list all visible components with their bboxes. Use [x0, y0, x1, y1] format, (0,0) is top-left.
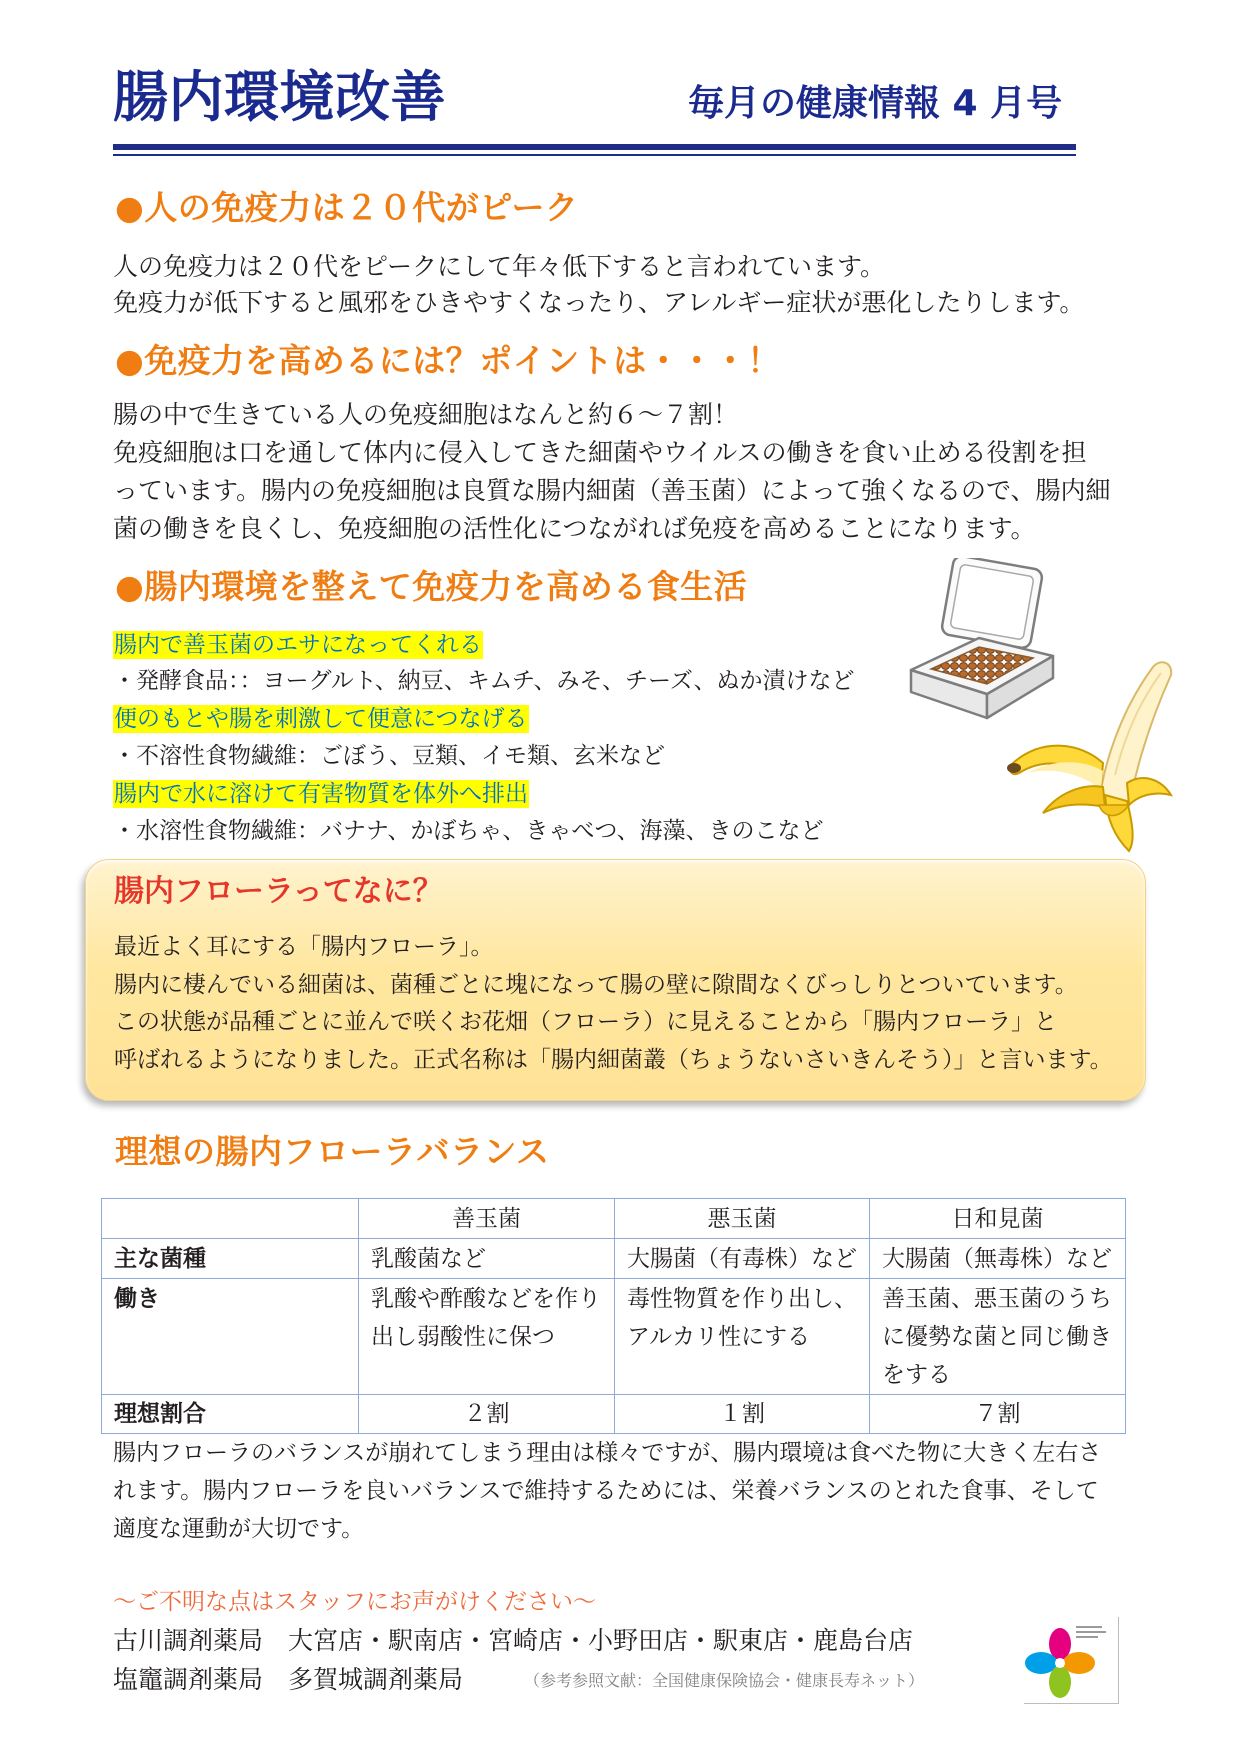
- body-line: 腸内フローラのバランスが崩れてしまう理由は様々ですが、腸内環境は食べた物に大きく左右さ: [113, 1440, 1102, 1466]
- table-cell: ７割: [870, 1395, 1126, 1434]
- pharmacy-line: 古川調剤薬局 大宮店・駅南店・宮崎店・小野田店・駅東店・鹿島台店: [113, 1626, 914, 1655]
- logo: [1024, 1617, 1119, 1704]
- pharmacy-line: 塩竈調剤薬局 多賀城調剤薬局: [113, 1665, 464, 1694]
- food-category-row: [113, 626, 855, 663]
- food-category-row: [113, 776, 855, 813]
- section-heading-diet: ●腸内環境を整えて免疫力を高める食生活: [115, 567, 748, 606]
- table-cell: 大腸菌（有毒株）など: [615, 1239, 870, 1279]
- cell-text: 乳酸や酢酸などを作り出し弱酸性に保つ: [371, 1286, 601, 1350]
- section-heading-immunity-peak: ●人の免疫力は２０代がピーク: [115, 188, 579, 227]
- body-line: 適度な運動が大切です。: [113, 1516, 365, 1542]
- table-cell: １割: [615, 1395, 870, 1434]
- body-line: 人の免疫力は２０代をピークにして年々低下すると言われています。: [113, 252, 886, 281]
- table-header-cell: 日和見菌: [870, 1199, 1126, 1239]
- food-category-highlight: 便のもとや腸を刺激して便意につなげる: [114, 706, 528, 733]
- body-line: この状態が品種ごとに並んで咲くお花畑（フローラ）に見えることから「腸内フローラ」と: [114, 1009, 1057, 1035]
- logo-petal-pink: [1049, 1628, 1071, 1660]
- table-cell: 乳酸菌など: [359, 1239, 615, 1279]
- table-cell: [359, 1279, 615, 1395]
- cell-text: 毒性物質を作り出し、アルカリ性にする: [627, 1286, 857, 1350]
- food-category-highlight: 腸内で水に溶けて有害物質を体外へ排出: [114, 781, 528, 808]
- header-rule-thick: [113, 144, 1076, 150]
- section-body-boost-immunity: [113, 396, 1111, 548]
- section-heading-boost-immunity: ●免疫力を高めるには？ポイントは・・・！: [115, 341, 781, 380]
- row-label: 理想割合: [102, 1395, 359, 1434]
- body-line: 菌の働きを良くし、免疫細胞の活性化につながれば免疫を高めることになります。: [113, 514, 1036, 543]
- table-row: [102, 1239, 1126, 1279]
- food-category-row: [113, 701, 855, 738]
- table-row: [102, 1279, 1126, 1395]
- flora-info-box: [85, 859, 1146, 1101]
- logo-petal-blue: [1025, 1652, 1057, 1674]
- four-petal-logo-icon: [1024, 1617, 1118, 1703]
- cell-text: 善玉菌、悪玉菌のうちに優勢な菌と同じ働きをする: [882, 1286, 1112, 1388]
- body-line: 免疫力が低下すると風邪をひきやすくなったり、アレルギー症状が悪化したりします。: [113, 288, 1085, 317]
- body-line: 腸内に棲んでいる細菌は、菌種ごとに塊になって腸の壁に隙間なくびっしりとついています。: [114, 971, 1078, 998]
- table-header-cell: 悪玉菌: [615, 1199, 870, 1239]
- table-header-cell: 善玉菌: [359, 1199, 615, 1239]
- table-cell: [870, 1279, 1126, 1395]
- row-label: 働き: [114, 1286, 160, 1312]
- table-header-row: [102, 1199, 1126, 1239]
- banana-peel: [1007, 746, 1171, 851]
- section-heading-flora-balance: 理想の腸内フローラバランス: [115, 1132, 550, 1171]
- flora-box-body: [114, 929, 1113, 1079]
- section-body-immunity-peak: [113, 249, 1084, 321]
- food-examples: ・発酵食品：：ヨーグルト、納豆、キムチ、みそ、チーズ、ぬか漬けなど: [113, 668, 855, 695]
- diet-list: [113, 626, 855, 850]
- logo-petal-green: [1049, 1666, 1071, 1698]
- balance-summary: [113, 1434, 1101, 1548]
- table-row: [102, 1395, 1126, 1434]
- contact-notice: ～ご不明な点はスタッフにお声がけください～: [113, 1589, 596, 1615]
- row-label-cell: [102, 1279, 359, 1395]
- table-cell: 大腸菌（無毒株）など: [870, 1239, 1126, 1279]
- body-line: 腸の中で生きている人の免疫細胞はなんと約６～７割！: [113, 400, 739, 429]
- reference-note: （参考参照文献：全国健康保険協会・健康長寿ネット）: [524, 1671, 925, 1690]
- banana-icon: [1003, 655, 1178, 853]
- food-examples: ・不溶性食物繊維：ごぼう、豆類、イモ類、玄米など: [113, 743, 665, 770]
- header-rule-thin: [113, 154, 1076, 156]
- body-line: 呼ばれるようになりました。正式名称は「腸内細菌叢（ちょうないさいきんそう）」と言います。: [114, 1046, 1113, 1073]
- body-line: 最近よく耳にする「腸内フローラ」。: [114, 934, 494, 960]
- page-title: 腸内環境改善: [113, 65, 447, 129]
- issue-label: 毎月の健康情報 4 月号: [688, 83, 1063, 124]
- flora-box-title: 腸内フローラってなに？: [114, 874, 443, 909]
- body-line: っています。腸内の免疫細胞は良質な腸内細菌（善玉菌）によって強くなるので、腸内細: [113, 476, 1111, 505]
- body-line: れます。腸内フローラを良いバランスで維持するためには、栄養バランスのとれた食事、そして: [113, 1478, 1099, 1504]
- body-line: 免疫細胞は口を通して体内に侵入してきた細菌やウイルスの働きを食い止める役割を担: [113, 438, 1087, 467]
- table-cell: [615, 1279, 870, 1395]
- food-examples: ・水溶性食物繊維：バナナ、かぼちゃ、きゃべつ、海藻、きのこなど: [113, 817, 824, 844]
- row-label: 主な菌種: [102, 1239, 359, 1279]
- logo-petal-orange: [1063, 1652, 1095, 1674]
- natto-lid: [941, 558, 1044, 649]
- flora-balance-table: [101, 1198, 1126, 1434]
- food-category-highlight: 腸内で善玉菌のエサになってくれる: [114, 631, 482, 658]
- table-header-cell: [102, 1199, 359, 1239]
- table-cell: ２割: [359, 1395, 615, 1434]
